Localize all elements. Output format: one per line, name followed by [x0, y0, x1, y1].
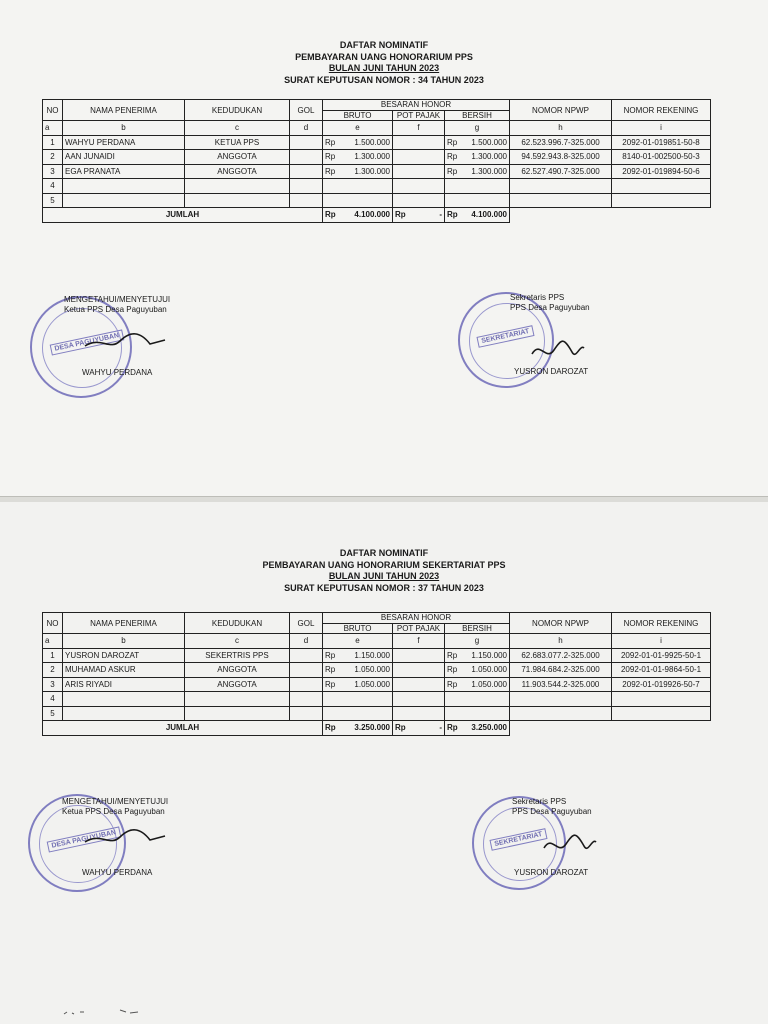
doc1-right-signatory-name: YUSRON DAROZAT — [514, 367, 589, 376]
letter-cell: d — [290, 634, 323, 649]
col-header-rekening: NOMOR REKENING — [612, 100, 711, 121]
cell-bruto: 1.050.000 — [341, 663, 393, 678]
cell-bersih — [463, 193, 510, 208]
cell-no: 5 — [43, 193, 63, 208]
doc2-period: BULAN JUNI TAHUN 2023 — [328, 571, 440, 581]
cell-rekening: 2092-01-01-9864-50-1 — [612, 663, 711, 678]
signatory-title: Sekretaris PPS — [510, 293, 565, 302]
col-header-nama: NAMA PENERIMA — [63, 613, 185, 634]
col-header-pot-pajak: POT PAJAK — [393, 623, 445, 634]
cell-nama — [63, 193, 185, 208]
cell-npwp: 62.523.996.7-325.000 — [510, 135, 612, 150]
col-header-kedudukan: KEDUDUKAN — [185, 613, 290, 634]
cell-bersih-currency — [445, 692, 463, 707]
col-header-bersih: BERSIH — [445, 623, 510, 634]
table-row — [43, 164, 711, 179]
signatory-title: Sekretaris PPS — [512, 797, 567, 806]
cell-bruto-currency — [323, 692, 341, 707]
doc2-left-signature-scribble — [80, 822, 170, 852]
cell-nama: MUHAMAD ASKUR — [63, 663, 185, 678]
cell-kedudukan — [185, 692, 290, 707]
letter-cell: c — [185, 634, 290, 649]
cell-pot-pajak — [393, 663, 445, 678]
col-header-npwp: NOMOR NPWP — [510, 613, 612, 634]
cell-npwp: 94.592.943.8-325.000 — [510, 150, 612, 165]
empty-cell — [510, 721, 612, 736]
cell-bruto-currency: Rp — [323, 677, 341, 692]
letter-cell: e — [323, 634, 393, 649]
cell-no: 1 — [43, 648, 63, 663]
cell-gol — [290, 648, 323, 663]
stamp-label: SEKRETARIAT — [476, 325, 534, 348]
cell-no: 5 — [43, 706, 63, 721]
cell-bersih: 1.050.000 — [463, 677, 510, 692]
scan-specks — [60, 1004, 150, 1020]
cell-bruto: 1.300.000 — [341, 150, 393, 165]
cell-bersih: 1.050.000 — [463, 663, 510, 678]
table-row — [43, 706, 711, 721]
doc2-left-signature-block — [62, 797, 168, 817]
letter-cell: g — [445, 634, 510, 649]
cell-kedudukan: SEKERTRIS PPS — [185, 648, 290, 663]
cell-nama: AAN JUNAIDI — [63, 150, 185, 165]
cell-gol — [290, 677, 323, 692]
total-row — [43, 208, 711, 223]
signatory-org: PPS Desa Paguyuban — [510, 303, 590, 312]
cell-bersih-currency: Rp — [445, 677, 463, 692]
cell-gol — [290, 150, 323, 165]
stamp-label: SEKRETARIAT — [490, 828, 548, 851]
cell-gol — [290, 193, 323, 208]
total-pot-value: - — [439, 723, 442, 733]
cell-bersih-currency — [445, 179, 463, 194]
table-row — [43, 150, 711, 165]
page-fold-divider — [0, 496, 768, 502]
letter-cell: a — [43, 121, 63, 136]
cell-nama: EGA PRANATA — [63, 164, 185, 179]
cell-bruto: 1.050.000 — [341, 677, 393, 692]
cell-kedudukan: ANGGOTA — [185, 663, 290, 678]
doc2-decree: SURAT KEPUTUSAN NOMOR : 37 TAHUN 2023 — [284, 582, 484, 593]
cell-kedudukan — [185, 193, 290, 208]
cell-gol — [290, 135, 323, 150]
cell-bersih-currency: Rp — [445, 663, 463, 678]
cell-rekening — [612, 179, 711, 194]
total-pot-currency: Rp — [395, 723, 406, 733]
cell-rekening — [612, 692, 711, 707]
cell-rekening: 2092-01-019851-50-8 — [612, 135, 711, 150]
cell-no: 3 — [43, 164, 63, 179]
cell-pot-pajak — [393, 677, 445, 692]
total-bersih-currency: Rp — [445, 208, 463, 223]
total-bersih: 3.250.000 — [463, 721, 510, 736]
signatory-role: Ketua PPS Desa Paguyuban — [62, 807, 165, 816]
doc2-right-signatory-name: YUSRON DAROZAT — [514, 868, 589, 877]
table-row — [43, 677, 711, 692]
col-header-gol: GOL — [290, 613, 323, 634]
cell-bruto — [341, 179, 393, 194]
cell-no: 4 — [43, 179, 63, 194]
cell-npwp: 71.984.684.2-325.000 — [510, 663, 612, 678]
doc2-left-signatory-name: WAHYU PERDANA — [82, 868, 153, 877]
cell-pot-pajak — [393, 706, 445, 721]
cell-npwp — [510, 692, 612, 707]
cell-bersih: 1.150.000 — [463, 648, 510, 663]
cell-gol — [290, 164, 323, 179]
cell-bruto: 1.300.000 — [341, 164, 393, 179]
cell-kedudukan: KETUA PPS — [185, 135, 290, 150]
cell-bruto-currency — [323, 179, 341, 194]
doc1-left-signature-block — [64, 295, 170, 315]
stamp-label: DESA PAGUYUBAN — [47, 826, 121, 852]
doc2-title: DAFTAR NOMINATIF — [339, 548, 429, 558]
total-row — [43, 721, 711, 736]
stamp-label: DESA PAGUYUBAN — [49, 330, 123, 356]
doc1-right-signature-scribble — [528, 332, 588, 368]
col-header-bruto: BRUTO — [323, 623, 393, 634]
total-bersih: 4.100.000 — [463, 208, 510, 223]
cell-npwp — [510, 706, 612, 721]
cell-bruto: 1.500.000 — [341, 135, 393, 150]
table-row — [43, 193, 711, 208]
cell-rekening — [612, 706, 711, 721]
col-header-no: NO — [43, 100, 63, 121]
cell-gol — [290, 692, 323, 707]
doc2-header — [0, 548, 768, 594]
letter-cell: i — [612, 634, 711, 649]
doc2-subtitle: PEMBAYARAN UANG HONORARIUM SEKERTARIAT PPS — [262, 559, 506, 570]
total-pot-value: - — [439, 210, 442, 220]
approval-label: MENGETAHUI/MENYETUJUI — [62, 797, 169, 806]
cell-rekening: 2092-01-019894-50-6 — [612, 164, 711, 179]
doc1-nominative-table — [42, 99, 711, 223]
total-pot-currency: Rp — [395, 210, 406, 220]
cell-rekening — [612, 193, 711, 208]
empty-cell — [612, 208, 711, 223]
cell-nama — [63, 692, 185, 707]
cell-bersih: 1.300.000 — [463, 164, 510, 179]
letter-row — [43, 121, 711, 136]
table-row — [43, 179, 711, 194]
cell-gol — [290, 706, 323, 721]
col-header-gol: GOL — [290, 100, 323, 121]
cell-bersih: 1.500.000 — [463, 135, 510, 150]
doc1-decree: SURAT KEPUTUSAN NOMOR : 34 TAHUN 2023 — [284, 74, 484, 85]
letter-row — [43, 634, 711, 649]
cell-npwp: 62.683.077.2-325.000 — [510, 648, 612, 663]
letter-cell: h — [510, 634, 612, 649]
cell-no: 2 — [43, 663, 63, 678]
doc2-nominative-table — [42, 612, 711, 736]
cell-pot-pajak — [393, 179, 445, 194]
cell-rekening: 2092-01-01-9925-50-1 — [612, 648, 711, 663]
letter-cell: c — [185, 121, 290, 136]
total-pot-pajak — [393, 208, 445, 223]
cell-bersih: 1.300.000 — [463, 150, 510, 165]
cell-bruto — [341, 193, 393, 208]
cell-bruto-currency: Rp — [323, 663, 341, 678]
total-label: JUMLAH — [43, 208, 323, 223]
cell-bersih — [463, 179, 510, 194]
table-row — [43, 692, 711, 707]
cell-kedudukan — [185, 179, 290, 194]
cell-bruto — [341, 706, 393, 721]
letter-cell: i — [612, 121, 711, 136]
doc1-subtitle: PEMBAYARAN UANG HONORARIUM PPS — [295, 51, 473, 62]
cell-nama: ARIS RIYADI — [63, 677, 185, 692]
total-bruto-currency: Rp — [323, 208, 341, 223]
signatory-org: PPS Desa Paguyuban — [512, 807, 592, 816]
doc1-left-signatory-name: WAHYU PERDANA — [82, 368, 153, 377]
doc1-right-signature-block — [510, 293, 590, 313]
cell-nama: WAHYU PERDANA — [63, 135, 185, 150]
cell-bersih-currency: Rp — [445, 164, 463, 179]
letter-cell: f — [393, 634, 445, 649]
col-header-kedudukan: KEDUDUKAN — [185, 100, 290, 121]
letter-cell: g — [445, 121, 510, 136]
cell-pot-pajak — [393, 150, 445, 165]
cell-rekening: 8140-01-002500-50-3 — [612, 150, 711, 165]
total-bruto: 4.100.000 — [341, 208, 393, 223]
cell-bruto-currency — [323, 706, 341, 721]
cell-npwp — [510, 179, 612, 194]
cell-rekening: 2092-01-019926-50-7 — [612, 677, 711, 692]
letter-cell: e — [323, 121, 393, 136]
total-pot-pajak — [393, 721, 445, 736]
cell-bersih-currency — [445, 706, 463, 721]
cell-no: 1 — [43, 135, 63, 150]
cell-gol — [290, 663, 323, 678]
cell-pot-pajak — [393, 193, 445, 208]
col-header-rekening: NOMOR REKENING — [612, 613, 711, 634]
cell-bruto-currency: Rp — [323, 164, 341, 179]
cell-no: 4 — [43, 692, 63, 707]
col-header-besaran-honor: BESARAN HONOR — [323, 100, 510, 111]
cell-bruto-currency: Rp — [323, 150, 341, 165]
cell-nama — [63, 706, 185, 721]
letter-cell: f — [393, 121, 445, 136]
doc2-right-signature-block — [512, 797, 592, 817]
signatory-role: Ketua PPS Desa Paguyuban — [64, 305, 167, 314]
total-bruto-currency: Rp — [323, 721, 341, 736]
total-bersih-currency: Rp — [445, 721, 463, 736]
col-header-bruto: BRUTO — [323, 110, 393, 121]
letter-cell: d — [290, 121, 323, 136]
doc1-header — [0, 40, 768, 86]
cell-pot-pajak — [393, 135, 445, 150]
total-label: JUMLAH — [43, 721, 323, 736]
cell-bruto-currency: Rp — [323, 648, 341, 663]
cell-bersih — [463, 692, 510, 707]
col-header-nama: NAMA PENERIMA — [63, 100, 185, 121]
letter-cell: a — [43, 634, 63, 649]
cell-bruto-currency: Rp — [323, 135, 341, 150]
doc2-right-signature-scribble — [540, 826, 600, 862]
cell-bruto: 1.150.000 — [341, 648, 393, 663]
cell-bersih-currency — [445, 193, 463, 208]
empty-cell — [612, 721, 711, 736]
cell-bruto — [341, 692, 393, 707]
cell-bersih-currency: Rp — [445, 150, 463, 165]
cell-nama — [63, 179, 185, 194]
cell-pot-pajak — [393, 164, 445, 179]
total-bruto: 3.250.000 — [341, 721, 393, 736]
doc1-left-signature-scribble — [80, 326, 170, 356]
doc1-period: BULAN JUNI TAHUN 2023 — [328, 63, 440, 73]
letter-cell: b — [63, 634, 185, 649]
cell-nama: YUSRON DAROZAT — [63, 648, 185, 663]
approval-label: MENGETAHUI/MENYETUJUI — [64, 295, 171, 304]
cell-no: 2 — [43, 150, 63, 165]
cell-pot-pajak — [393, 648, 445, 663]
letter-cell: b — [63, 121, 185, 136]
cell-no: 3 — [43, 677, 63, 692]
letter-cell: h — [510, 121, 612, 136]
cell-kedudukan: ANGGOTA — [185, 164, 290, 179]
col-header-besaran-honor: BESARAN HONOR — [323, 613, 510, 624]
cell-bruto-currency — [323, 193, 341, 208]
cell-kedudukan — [185, 706, 290, 721]
table-row — [43, 135, 711, 150]
cell-pot-pajak — [393, 692, 445, 707]
cell-bersih-currency: Rp — [445, 648, 463, 663]
col-header-no: NO — [43, 613, 63, 634]
cell-kedudukan: ANGGOTA — [185, 150, 290, 165]
cell-npwp — [510, 193, 612, 208]
table-row — [43, 648, 711, 663]
col-header-pot-pajak: POT PAJAK — [393, 110, 445, 121]
col-header-npwp: NOMOR NPWP — [510, 100, 612, 121]
cell-bersih-currency: Rp — [445, 135, 463, 150]
cell-npwp: 11.903.544.2-325.000 — [510, 677, 612, 692]
cell-gol — [290, 179, 323, 194]
cell-bersih — [463, 706, 510, 721]
table-row — [43, 663, 711, 678]
col-header-bersih: BERSIH — [445, 110, 510, 121]
empty-cell — [510, 208, 612, 223]
doc1-title: DAFTAR NOMINATIF — [339, 40, 429, 50]
cell-npwp: 62.527.490.7-325.000 — [510, 164, 612, 179]
cell-kedudukan: ANGGOTA — [185, 677, 290, 692]
